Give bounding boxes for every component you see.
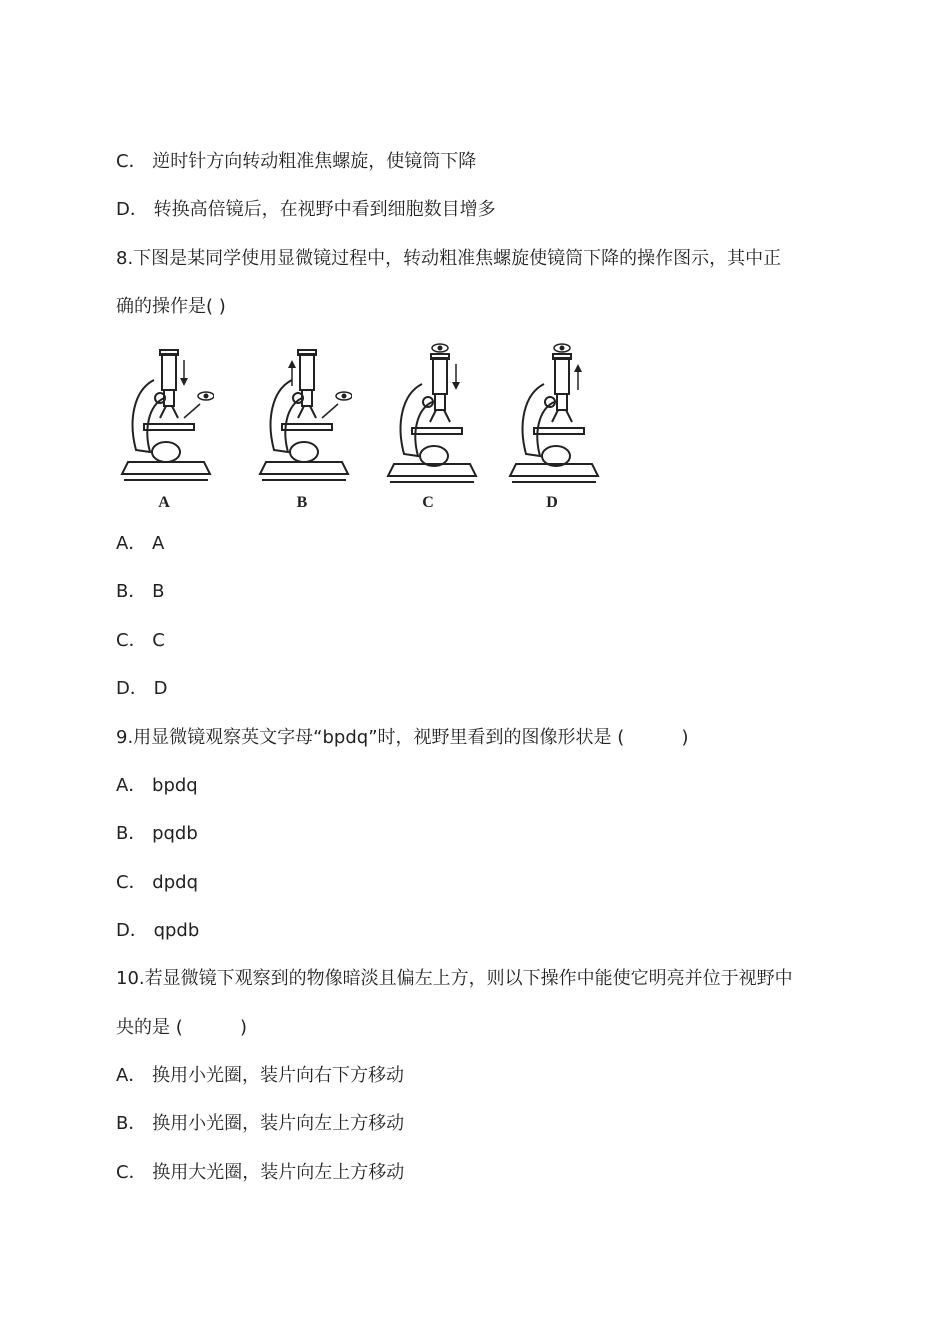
question-10-text: 10.若显微镜下观察到的物像暗淡且偏左上方，则以下操作中能使它明亮并位于视野中 bbox=[116, 968, 793, 989]
q10-option-b: B． 换用小光圈，装片向左上方移动 bbox=[116, 1113, 405, 1134]
microscope-c bbox=[378, 340, 478, 512]
option-d-line: D． 转换高倍镜后，在视野中看到细胞数目增多 bbox=[116, 199, 496, 220]
microscope-c-label: C bbox=[422, 494, 434, 511]
q10-option-a: A． 换用小光圈，装片向右下方移动 bbox=[116, 1065, 405, 1086]
microscope-a-label: A bbox=[158, 494, 170, 511]
q9-option-a: A． bpdq bbox=[116, 775, 198, 796]
microscope-d bbox=[502, 340, 602, 512]
question-8-text: 8.下图是某同学使用显微镜过程中，转动粗准焦螺旋使镜筒下降的操作图示，其中正 bbox=[116, 248, 782, 269]
option-c-line: C． 逆时针方向转动粗准焦螺旋，使镜筒下降 bbox=[116, 151, 477, 172]
q8-option-c: C． C bbox=[116, 630, 165, 651]
microscope-c-drawing bbox=[378, 340, 478, 490]
q9-option-d: D． qpdb bbox=[116, 920, 200, 941]
q8-option-d: D． D bbox=[116, 678, 168, 699]
q8-option-b: B． B bbox=[116, 581, 165, 602]
question-8-text-cont: 确的操作是( ) bbox=[116, 296, 226, 317]
q8-option-a: A． A bbox=[116, 533, 165, 554]
microscope-d-label: D bbox=[546, 494, 558, 511]
microscope-figure bbox=[114, 340, 594, 512]
microscope-b-drawing bbox=[252, 340, 352, 490]
q9-option-c: C． dpdq bbox=[116, 872, 198, 893]
microscope-a bbox=[114, 340, 214, 512]
microscope-b bbox=[252, 340, 352, 512]
question-9-text: 9.用显微镜观察英文字母“bpdq”时，视野里看到的图像形状是 ( ) bbox=[116, 727, 689, 748]
question-10-text-cont: 央的是 ( ) bbox=[116, 1017, 247, 1038]
microscope-b-label: B bbox=[296, 494, 308, 511]
microscope-a-drawing bbox=[114, 340, 214, 490]
q9-option-b: B． pqdb bbox=[116, 823, 198, 844]
microscope-d-drawing bbox=[502, 340, 602, 490]
q10-option-c: C． 换用大光圈，装片向左上方移动 bbox=[116, 1162, 405, 1183]
